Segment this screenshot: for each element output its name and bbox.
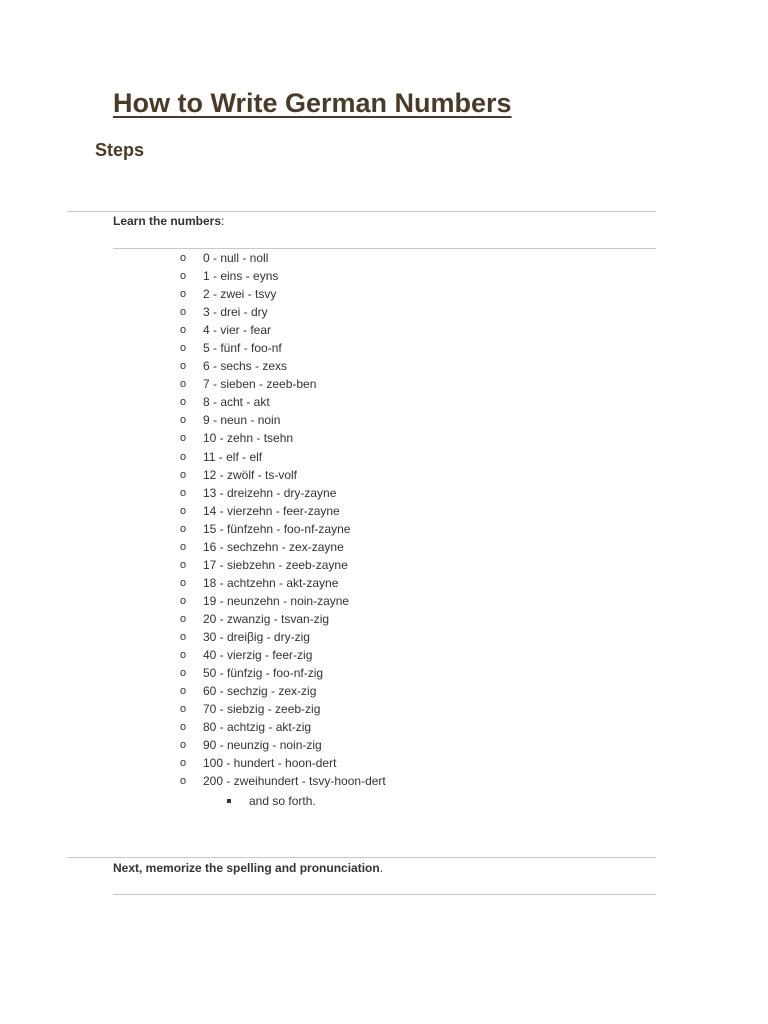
divider-step2-bottom bbox=[113, 894, 656, 895]
section-heading-steps: Steps bbox=[95, 140, 145, 160]
page-title[interactable]: How to Write German Numbers bbox=[113, 88, 512, 118]
number-entry-text: 6 - sechs - zexs bbox=[203, 359, 288, 374]
circle-bullet-icon: o bbox=[180, 450, 187, 463]
step-memorize bbox=[113, 861, 383, 875]
circle-bullet-icon: o bbox=[180, 540, 187, 553]
circle-bullet-icon: o bbox=[180, 270, 187, 283]
number-entry-text: 14 - vierzehn - feer-zayne bbox=[203, 503, 340, 518]
number-entry-text: 10 - zehn - tsehn bbox=[203, 431, 294, 446]
number-entry-text: 9 - neun - noin bbox=[203, 413, 281, 428]
circle-bullet-icon: o bbox=[180, 522, 187, 535]
circle-bullet-icon: o bbox=[180, 396, 187, 409]
step-learn-numbers-bold: Learn the numbers bbox=[113, 214, 222, 228]
circle-bullet-icon: o bbox=[180, 685, 187, 698]
circle-bullet-icon: o bbox=[180, 432, 187, 445]
circle-bullet-icon: o bbox=[180, 630, 187, 643]
number-entry-text: 17 - siebzehn - zeeb-zayne bbox=[203, 557, 348, 572]
number-entry-text: 7 - sieben - zeeb-ben bbox=[203, 377, 317, 392]
circle-bullet-icon: o bbox=[180, 324, 187, 337]
circle-bullet-icon: o bbox=[180, 721, 187, 734]
number-entry-text: 40 - vierzig - feer-zig bbox=[203, 648, 313, 663]
number-entry-text: 70 - siebzig - zeeb-zig bbox=[203, 702, 321, 717]
number-entry-text: 2 - zwei - tsvy bbox=[203, 287, 277, 302]
step-memorize-suffix: . bbox=[379, 861, 384, 875]
step-memorize-bold: Next, memorize the spelling and pronunciation bbox=[113, 861, 380, 875]
circle-bullet-icon: o bbox=[180, 306, 187, 319]
circle-bullet-icon: o bbox=[180, 558, 187, 571]
circle-bullet-icon: o bbox=[180, 739, 187, 752]
circle-bullet-icon: o bbox=[180, 414, 187, 427]
number-entry-text: 20 - zwanzig - tsvan-zig bbox=[203, 611, 330, 626]
circle-bullet-icon: o bbox=[180, 594, 187, 607]
circle-bullet-icon: o bbox=[180, 576, 187, 589]
number-entry-text: 16 - sechzehn - zex-zayne bbox=[203, 539, 344, 554]
step-learn-numbers bbox=[113, 214, 224, 228]
circle-bullet-icon: o bbox=[180, 360, 187, 373]
number-entry-text: 11 - elf - elf bbox=[203, 449, 263, 464]
number-entry-text: 100 - hundert - hoon-dert bbox=[203, 756, 337, 771]
divider-step1-top bbox=[67, 211, 656, 212]
circle-bullet-icon: o bbox=[180, 775, 187, 788]
circle-bullet-icon: o bbox=[180, 667, 187, 680]
number-entry-text: 19 - neunzehn - noin-zayne bbox=[203, 593, 350, 608]
number-entry-text: 18 - achtzehn - akt-zayne bbox=[203, 575, 339, 590]
number-entry-text: 30 - dreiβig - dry-zig bbox=[203, 629, 310, 644]
number-entry-text: 8 - acht - akt bbox=[203, 395, 270, 410]
number-entry-text: 0 - null - noll bbox=[203, 251, 269, 265]
number-entry-text: 12 - zwölf - ts-volf bbox=[203, 467, 298, 482]
circle-bullet-icon: o bbox=[180, 288, 187, 301]
number-entry-text: 1 - eins - eyns bbox=[203, 269, 279, 284]
circle-bullet-icon: o bbox=[180, 757, 187, 770]
divider-step1-bottom bbox=[113, 248, 656, 249]
number-entry-text: 50 - fünfzig - foo-nf-zig bbox=[203, 666, 324, 681]
sub-list-item-text: and so forth. bbox=[249, 794, 316, 808]
circle-bullet-icon: o bbox=[180, 342, 187, 355]
divider-step2-top bbox=[67, 857, 656, 858]
number-entry-text: 90 - neunzig - noin-zig bbox=[203, 738, 322, 753]
circle-bullet-icon: o bbox=[180, 504, 187, 517]
circle-bullet-icon: o bbox=[180, 486, 187, 499]
circle-bullet-icon: o bbox=[180, 252, 187, 264]
circle-bullet-icon: o bbox=[180, 649, 187, 662]
circle-bullet-icon: o bbox=[180, 468, 187, 481]
circle-bullet-icon: o bbox=[180, 378, 187, 391]
number-entry-text: 80 - achtzig - akt-zig bbox=[203, 720, 312, 735]
circle-bullet-icon: o bbox=[180, 703, 187, 716]
number-entry-text: 15 - fünfzehn - foo-nf-zayne bbox=[203, 521, 351, 536]
number-entry-text: 3 - drei - dry bbox=[203, 305, 268, 320]
number-entry-text: 60 - sechzig - zex-zig bbox=[203, 684, 317, 699]
step-learn-numbers-suffix: : bbox=[221, 214, 225, 228]
number-entry-text: 200 - zweihundert - tsvy-hoon-dert bbox=[203, 774, 386, 789]
circle-bullet-icon: o bbox=[180, 612, 187, 625]
number-entry-text: 5 - fünf - foo-nf bbox=[203, 341, 282, 356]
number-entry-text: 13 - dreizehn - dry-zayne bbox=[203, 485, 337, 500]
square-bullet-icon bbox=[227, 799, 231, 803]
number-entry-text: 4 - vier - fear bbox=[203, 323, 272, 338]
